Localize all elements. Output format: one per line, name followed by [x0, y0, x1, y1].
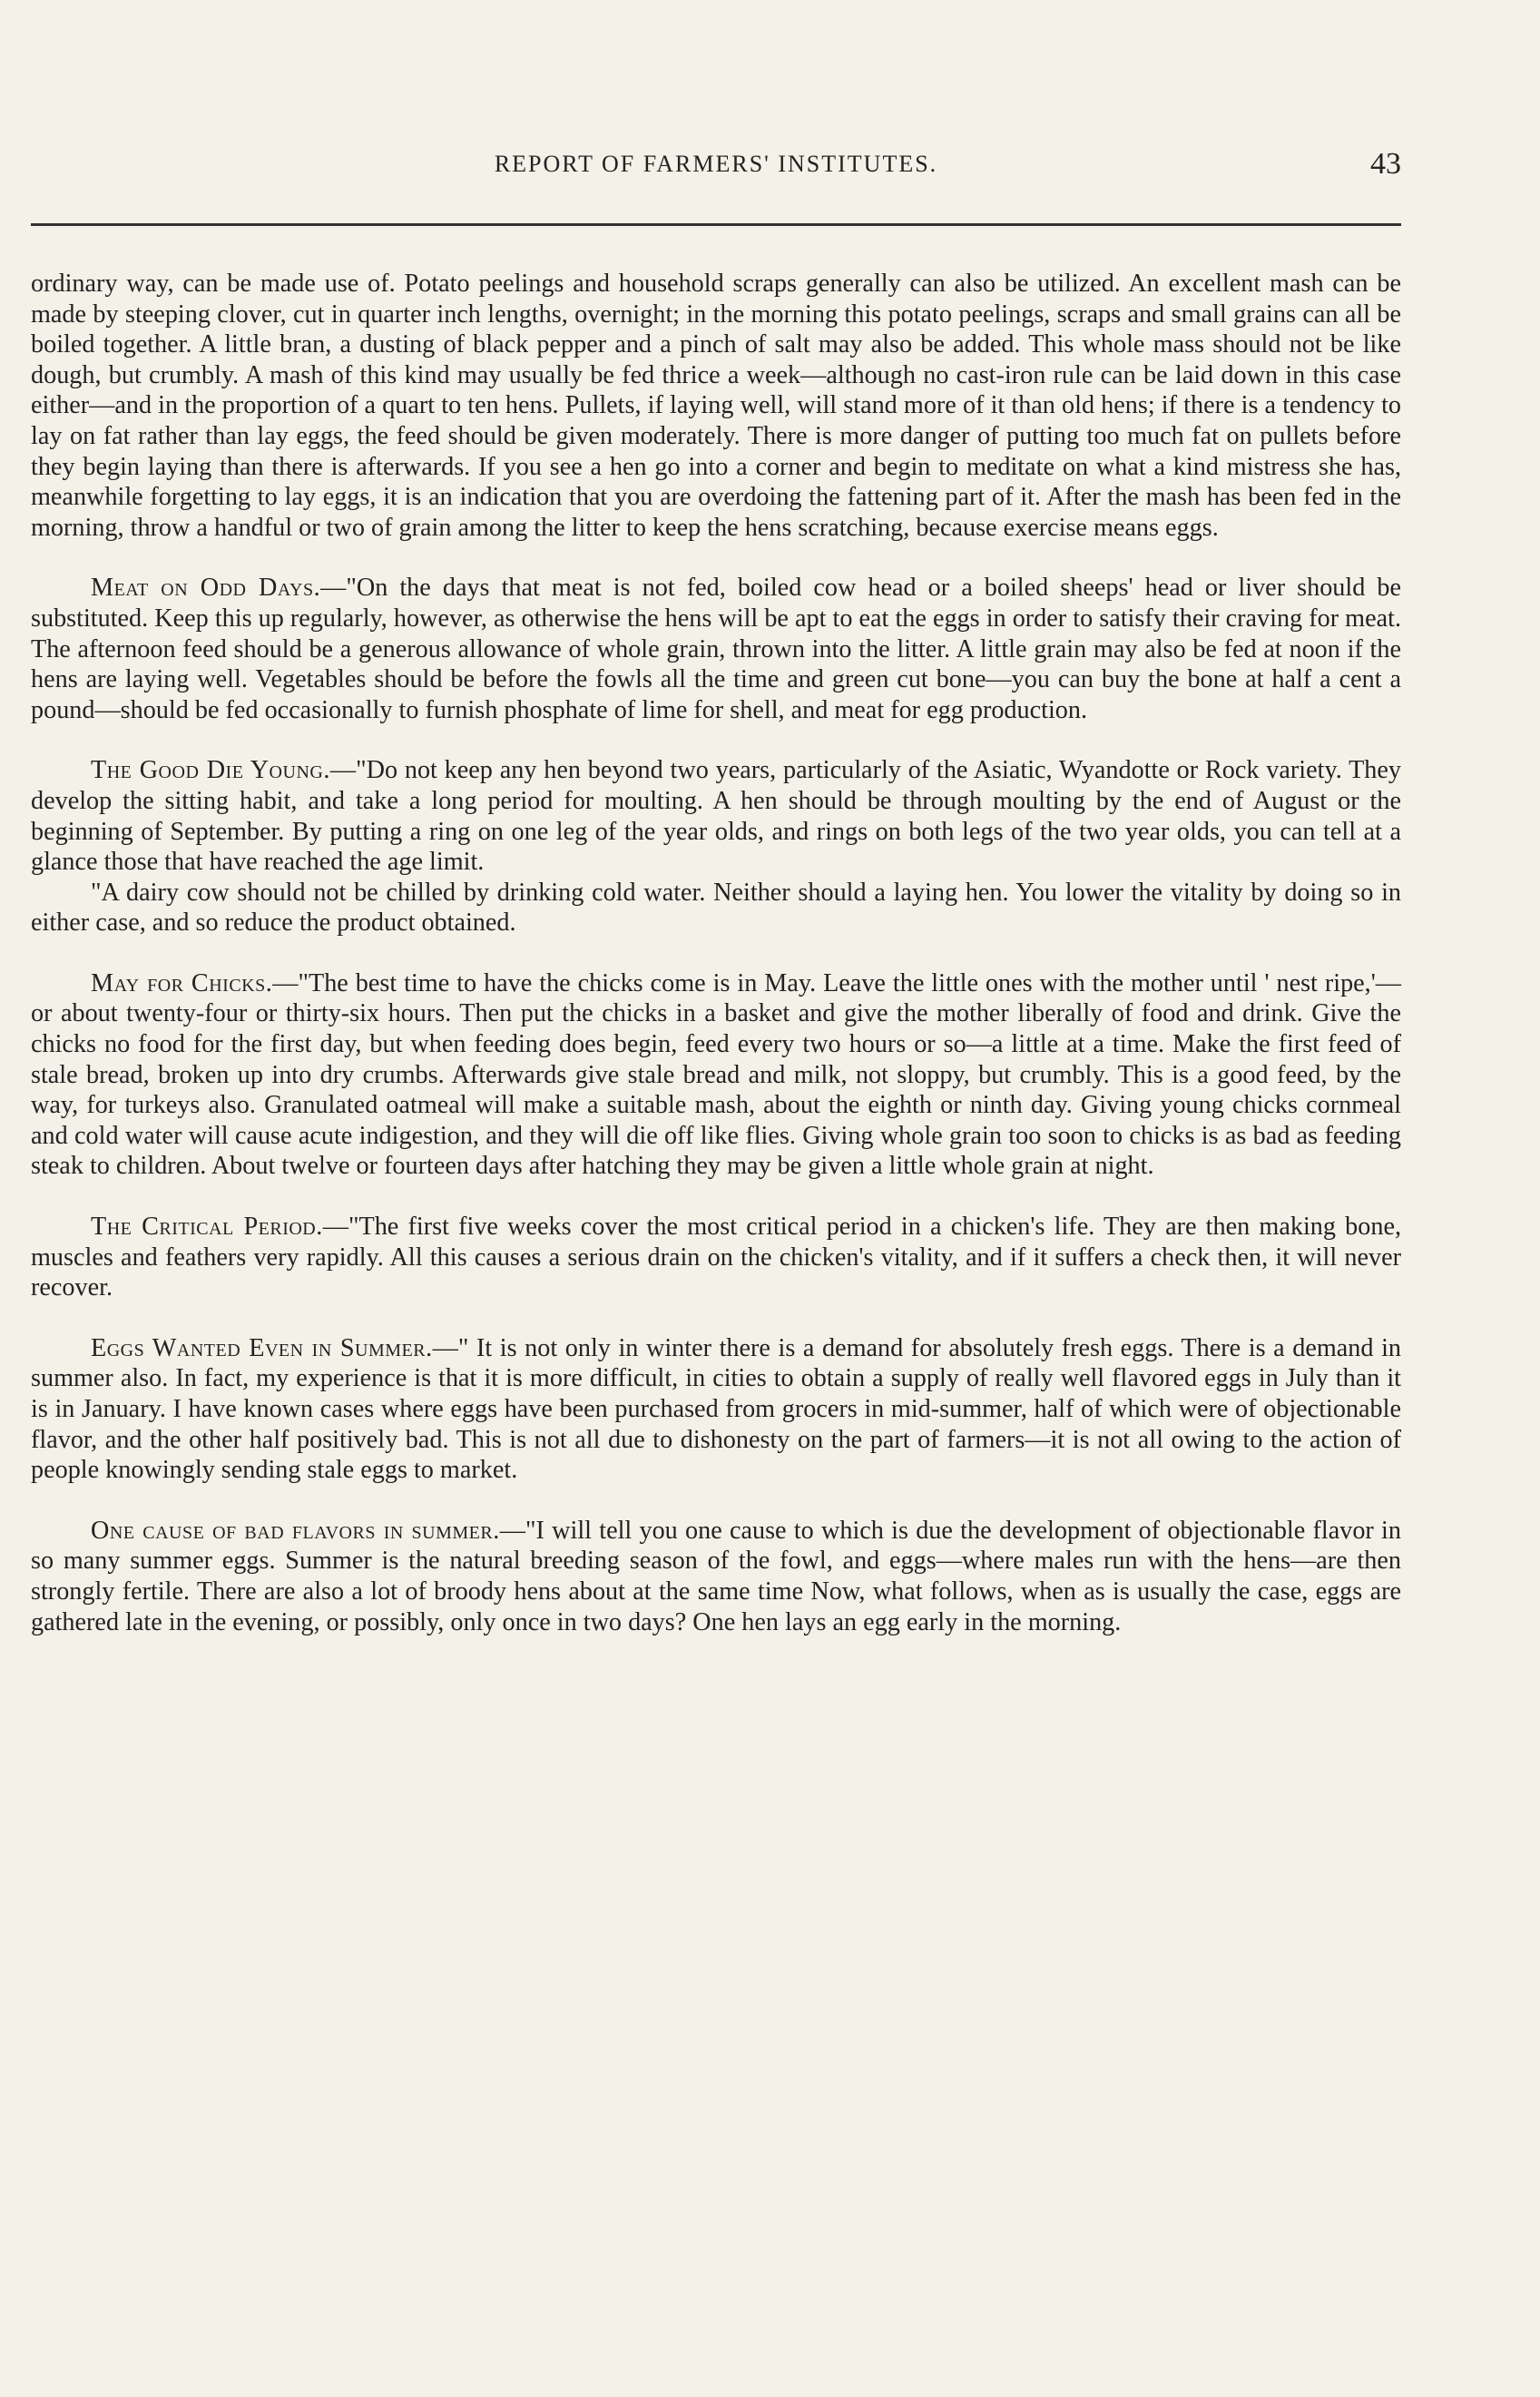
section-heading: One cause of bad flavors in summer.	[91, 1516, 500, 1545]
page-number: 43	[1370, 147, 1401, 181]
body-text	[31, 269, 1401, 1637]
paragraph-good-die-young	[31, 755, 1401, 877]
paragraph-critical-period	[31, 1212, 1401, 1303]
paragraph-text: ordinary way, can be made use of. Potato peelings and household scraps generally can also be utilized. An excellent mash can be made by steeping clover, cut in quarter inch lengths, overnight; in the morning this potato peelings, scraps and small grains can all be boiled together. A little bran, a dusting of black pepper and a pinch of salt may also be added. This whole mass should not be like dough, but crumbly. A mash of this kind may usually be fed thrice a week—although no cast-iron rule can be laid down in this case either—and in the proportion of a quart to ten hens. Pullets, if laying well, will stand more of it than old hens; if there is a tendency to lay on fat rather than lay eggs, the feed should be given moderately. There is more danger of putting too much fat on pullets before they begin laying than there is afterwards. If you see a hen go into a corner and begin to meditate on what a kind mistress she has, meanwhile forgetting to lay eggs, it is an indication that you are overdoing the fattening part of it. After the mash has been fed in the morning, throw a handful or two of grain among the litter to keep the hens scratching, because exercise means eggs.	[31, 270, 1401, 542]
section-heading: Meat on Odd Days.	[91, 574, 321, 603]
section-heading: Eggs Wanted Even in Summer.	[91, 1333, 433, 1362]
paragraph-bad-flavors	[31, 1516, 1401, 1637]
document-page	[31, 0, 1401, 2397]
paragraph-mash	[31, 269, 1401, 543]
paragraph-text: "A dairy cow should not be chilled by drinking cold water. Neither should a laying hen. You lower the vitality by doing so in either case, and so reduce the product obtained.	[31, 878, 1401, 938]
page-header	[31, 147, 1401, 187]
paragraph-text: —"The first five weeks cover the most critical period in a chicken's life. They are then making bone, muscles and feathers very rapidly. All this causes a serious drain on the chicken's vitality, and if it suffers a check then, it will never recover.	[31, 1213, 1401, 1302]
section-heading: The Good Die Young.	[91, 756, 330, 785]
section-heading: May for Chicks.	[91, 968, 273, 997]
paragraph-dairy-cow	[31, 878, 1401, 938]
paragraph-text: —" It is not only in winter there is a demand for absolutely fresh eggs. There is a demand in summer also. In fact, my experience is that it is more difficult, in cities to obtain a supply of really well flavored eggs in July than it is in January. I have known cases where eggs have been purchased from grocers in mid-summer, half of which were of objectionable flavor, and the other half positively bad. This is not all due to dishonesty on the part of farmers—it is not all owing to the action of people knowingly sending stale eggs to market.	[31, 1333, 1401, 1485]
paragraph-text: —"I will tell you one cause to which is due the development of objectionable flavor in so many summer eggs. Summer is the natural breeding season of the fowl, and eggs—where males run with the hens—are then strongly fertile. There are also a lot of broody hens about at the same time Now, what follows, when as is usually the case, eggs are gathered late in the evening, or possibly, only once in two days? One hen lays an egg early in the morning.	[31, 1516, 1401, 1636]
section-heading: The Critical Period.	[91, 1213, 323, 1242]
paragraph-text: —"On the days that meat is not fed, boiled cow head or a boiled sheeps' head or liver should be substituted. Keep this up regularly, however, as otherwise the hens will be apt to eat the eggs in order to satisfy their craving for meat. The afternoon feed should be a generous allowance of whole grain, thrown into the litter. A little grain may also be fed at noon if the hens are laying well. Vegetables should be before the fowls all the time and green cut bone—you can buy the bone at half a cent a pound—should be fed occasionally to furnish phosphate of lime for shell, and meat for egg production.	[31, 574, 1401, 724]
paragraph-may-for-chicks	[31, 968, 1401, 1182]
running-title: REPORT OF FARMERS' INSTITUTES.	[494, 151, 938, 177]
header-rule	[31, 223, 1401, 226]
paragraph-text: —"Do not keep any hen beyond two years, particularly of the Asiatic, Wyandotte or Rock variety. They develop the sitting habit, and take a long period for moulting. A hen should be through moulting by the end of August or the beginning of September. By putting a ring on one leg of the year olds, and rings on both legs of the two year olds, you can tell at a glance those that have reached the age limit.	[31, 756, 1401, 877]
paragraph-text: —"The best time to have the chicks come is in May. Leave the little ones with the mother until ' nest ripe,'—or about twenty-four or thirty-six hours. Then put the chicks in a basket and give the mother liberally of food and drink. Give the chicks no food for the first day, but when feeding does begin, feed every two hours or so—a little at a time. Make the first feed of stale bread, broken up into dry crumbs. Afterwards give stale bread and milk, not sloppy, but crumbly. This is a good feed, by the way, for turkeys also. Granulated oatmeal will make a suitable mash, about the eighth or ninth day. Giving young chicks cornmeal and cold water will cause acute indigestion, and they will die off like flies. Giving whole grain too soon to chicks is as bad as feeding steak to children. About twelve or fourteen days after hatching they may be given a little whole grain at night.	[31, 968, 1401, 1181]
paragraph-eggs-wanted	[31, 1333, 1401, 1486]
paragraph-meat-on-odd-days	[31, 573, 1401, 725]
